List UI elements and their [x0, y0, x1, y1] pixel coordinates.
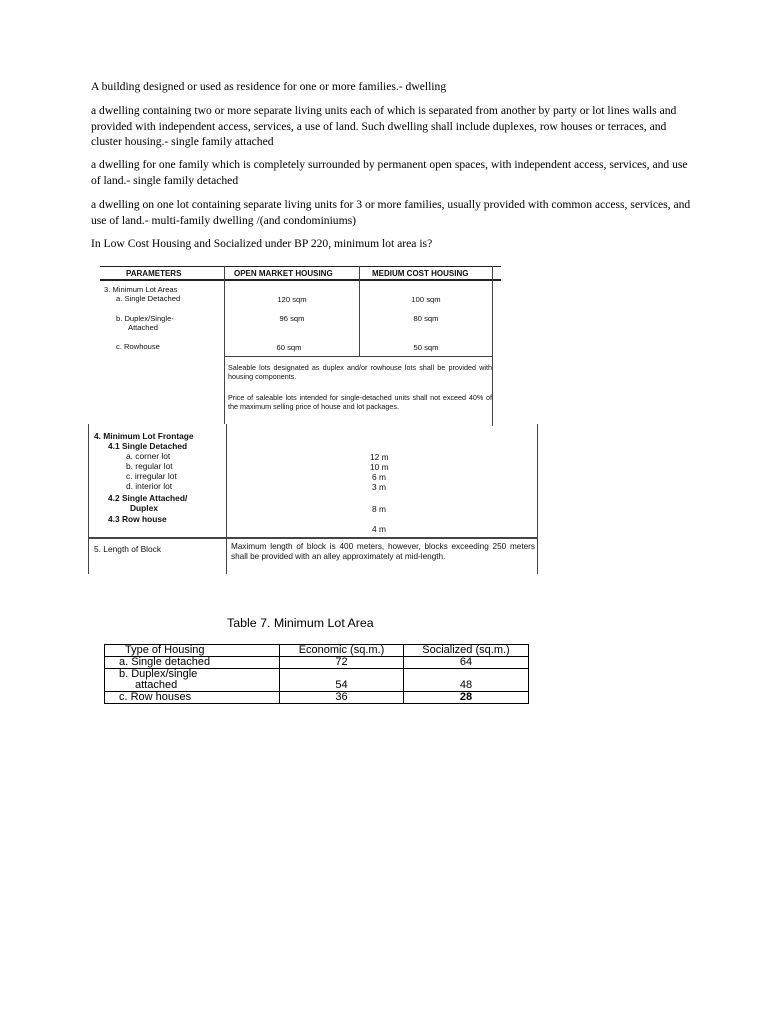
- frontage-value: 8 m: [372, 504, 386, 514]
- frontage-item: a. corner lot: [126, 451, 171, 461]
- paragraph-dwelling: A building designed or used as residence for one or more families.- dwelling: [91, 80, 447, 93]
- table-header: Socialized (sq.m.): [404, 645, 529, 657]
- scanned-table-frontage: [88, 424, 540, 576]
- table-row: [105, 692, 529, 704]
- table7: [104, 644, 529, 704]
- frontage-value: 10 m: [370, 462, 389, 472]
- row-label: a. Single Detached: [116, 294, 181, 303]
- table-cell: 36: [280, 692, 404, 704]
- table7-title: Table 7. Minimum Lot Area: [227, 616, 374, 630]
- table-cell: [105, 669, 280, 692]
- scanned-table-lot-areas: [91, 264, 501, 426]
- block-length-text: Maximum length of block is 400 meters, however, blocks exceeding 250 meters shall be provided with an alley approximately at mid-length.: [231, 542, 535, 561]
- paragraph-single-family-attached: a dwelling containing two or more separate living units each of which is separated from another by party or lot lines walls and provided with independent access, services, a use of land. Such dwelling shall include duplexes, row houses or terraces, and cluster housing.- single family attached: [91, 104, 677, 148]
- cell-value: 50 sqm: [413, 343, 439, 352]
- table-cell-line: b. Duplex/single: [119, 668, 198, 680]
- cell-value: 100 sqm: [411, 295, 441, 304]
- cell-value: 96 sqm: [279, 314, 305, 323]
- frontage-value: 6 m: [372, 472, 386, 482]
- table-row: [105, 669, 529, 692]
- frontage-single-attached: 4.2 Single Attached/: [108, 493, 188, 503]
- row-label: b. Duplex/Single-: [116, 314, 174, 323]
- block-length-label: 5. Length of Block: [94, 544, 162, 554]
- table-row: [105, 645, 529, 657]
- frontage-item: c. irregular lot: [126, 471, 177, 481]
- table-header: Type of Housing: [105, 645, 280, 657]
- table-cell: 48: [404, 669, 529, 692]
- frontage-value: 12 m: [370, 452, 389, 462]
- table-cell: a. Single detached: [105, 657, 280, 669]
- section-frontage: 4. Minimum Lot Frontage: [94, 431, 194, 441]
- note-price-saleable: Price of saleable lots intended for single-detached units shall not exceed 40% of the maximum selling price of house and lot packages.: [228, 393, 492, 411]
- table-cell: 64: [404, 657, 529, 669]
- note-saleable-lots: Saleable lots designated as duplex and/or rowhouse lots shall be provided with housing components.: [228, 363, 492, 381]
- header-open-market: OPEN MARKET HOUSING: [234, 269, 333, 278]
- table-cell: 54: [280, 669, 404, 692]
- paragraph-single-family-detached: a dwelling for one family which is completely surrounded by permanent open spaces, with independent access, services, and use of land.- single family detached: [91, 158, 688, 187]
- table-cell: 28: [404, 692, 529, 704]
- frontage-row-house: 4.3 Row house: [108, 514, 167, 524]
- frontage-item: d. interior lot: [126, 481, 173, 491]
- table-cell-line: attached: [135, 679, 178, 691]
- header-parameters: PARAMETERS: [126, 269, 182, 278]
- paragraph-question: In Low Cost Housing and Socialized under BP 220, minimum lot area is?: [91, 237, 433, 250]
- header-medium-cost: MEDIUM COST HOUSING: [372, 269, 469, 278]
- frontage-item: b. regular lot: [126, 461, 173, 471]
- frontage-single-detached: 4.1 Single Detached: [108, 441, 188, 451]
- frontage-value: 4 m: [372, 524, 386, 534]
- table-row: [105, 657, 529, 669]
- row-label: c. Rowhouse: [116, 342, 160, 351]
- table-header: Economic (sq.m.): [280, 645, 404, 657]
- table-cell: c. Row houses: [105, 692, 280, 704]
- cell-value: 120 sqm: [277, 295, 307, 304]
- cell-value: 60 sqm: [276, 343, 302, 352]
- cell-value: 80 sqm: [413, 314, 439, 323]
- paragraph-multi-family: a dwelling on one lot containing separate living units for 3 or more families, usually provided with common access, services, and use of land.- multi-family dwelling /(and condominiums): [91, 198, 691, 227]
- frontage-duplex: Duplex: [130, 503, 158, 513]
- row-label: Attached: [128, 323, 158, 332]
- table-cell: 72: [280, 657, 404, 669]
- section-min-lot-areas: 3. Minimum Lot Areas: [104, 285, 178, 294]
- frontage-value: 3 m: [372, 482, 386, 492]
